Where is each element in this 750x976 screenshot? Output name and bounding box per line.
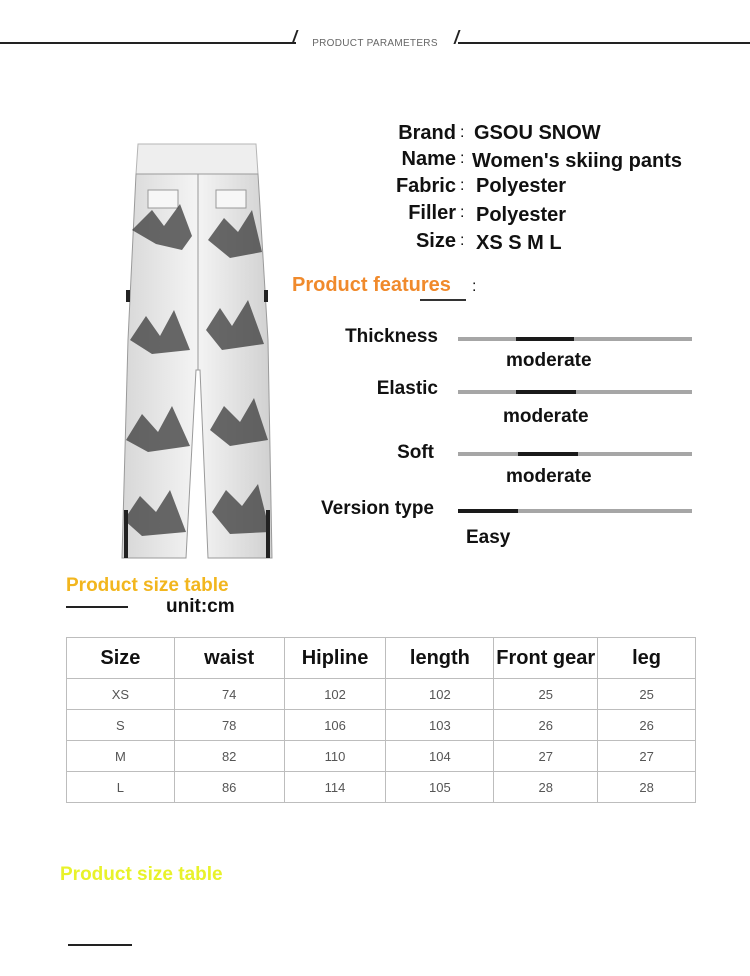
table-row [67, 710, 696, 741]
table-row [67, 679, 696, 710]
table-cell: 27 [598, 741, 696, 772]
table-cell: 105 [386, 772, 494, 803]
feature-soft-label: Soft [397, 442, 434, 463]
table-cell: 26 [598, 710, 696, 741]
feature-soft-marker [518, 452, 578, 456]
spec-filler-colon: : [460, 204, 465, 221]
spec-name-label: Name [401, 148, 456, 170]
table-cell: 28 [494, 772, 598, 803]
table-cell: 78 [174, 710, 284, 741]
table-cell: 110 [284, 741, 386, 772]
table-cell: 82 [174, 741, 284, 772]
features-colon: : [472, 278, 477, 295]
feature-elastic-bar [458, 390, 692, 394]
spec-size-label: Size [415, 230, 456, 252]
feature-version-bar [458, 509, 692, 513]
footer-size-table-title: Product size table [60, 864, 223, 885]
size-table-title: Product size table [66, 575, 229, 596]
spec-size-value: XS S M L [476, 232, 562, 254]
feature-elastic-marker [516, 390, 576, 394]
feature-version-value: Easy [466, 527, 511, 548]
feature-thickness-value: moderate [506, 350, 592, 371]
table-cell: M [67, 741, 175, 772]
footer-title-underline [68, 944, 132, 946]
table-cell: 25 [494, 679, 598, 710]
table-cell: 106 [284, 710, 386, 741]
size-table-header-hipline: Hipline [284, 638, 386, 679]
table-cell: 102 [386, 679, 494, 710]
size-table-header-leg: leg [598, 638, 696, 679]
table-cell: S [67, 710, 175, 741]
table-cell: 86 [174, 772, 284, 803]
size-table-header-front-gear: Front gear [494, 638, 598, 679]
header-rule-right [458, 42, 750, 44]
size-table-header-length: length [386, 638, 494, 679]
spec-brand-colon: : [460, 124, 465, 141]
spec-filler-value: Polyester [476, 204, 567, 226]
table-row [67, 772, 696, 803]
size-table-unit: unit:cm [166, 596, 235, 617]
table-cell: 26 [494, 710, 598, 741]
feature-soft-bar [458, 452, 692, 456]
spec-fabric-value: Polyester [476, 175, 567, 197]
feature-thickness-bar [458, 337, 692, 341]
spec-name-value: Women's skiing pants [472, 150, 682, 172]
feature-elastic-value: moderate [503, 406, 589, 427]
feature-soft-value: moderate [506, 466, 592, 487]
features-title: Product features [292, 274, 451, 296]
size-table [66, 637, 696, 803]
feature-version-label: Version type [321, 498, 434, 519]
features-title-underline [420, 299, 466, 301]
table-row [67, 741, 696, 772]
table-cell: 102 [284, 679, 386, 710]
spec-size-colon: : [460, 232, 465, 249]
page-title: PRODUCT PARAMETERS [312, 38, 438, 49]
feature-thickness-label: Thickness [345, 326, 438, 347]
feature-thickness-marker [516, 337, 574, 341]
spec-name-colon: : [460, 150, 465, 167]
table-cell: L [67, 772, 175, 803]
feature-elastic-label: Elastic [376, 378, 438, 399]
spec-fabric-colon: : [460, 177, 465, 194]
size-table-header-row [67, 638, 696, 679]
size-table-title-underline [66, 606, 128, 608]
table-cell: 104 [386, 741, 494, 772]
table-cell: 28 [598, 772, 696, 803]
size-table-header-size: Size [67, 638, 175, 679]
size-table-header-waist: waist [174, 638, 284, 679]
spec-brand-label: Brand [398, 122, 456, 144]
spec-filler-label: Filler [408, 202, 456, 224]
table-cell: 103 [386, 710, 494, 741]
spec-brand-value: GSOU SNOW [474, 122, 601, 144]
table-cell: 114 [284, 772, 386, 803]
feature-version-marker [458, 509, 518, 513]
product-image [112, 140, 282, 560]
table-cell: 25 [598, 679, 696, 710]
table-cell: XS [67, 679, 175, 710]
spec-fabric-label: Fabric [395, 175, 456, 197]
table-cell: 27 [494, 741, 598, 772]
table-cell: 74 [174, 679, 284, 710]
